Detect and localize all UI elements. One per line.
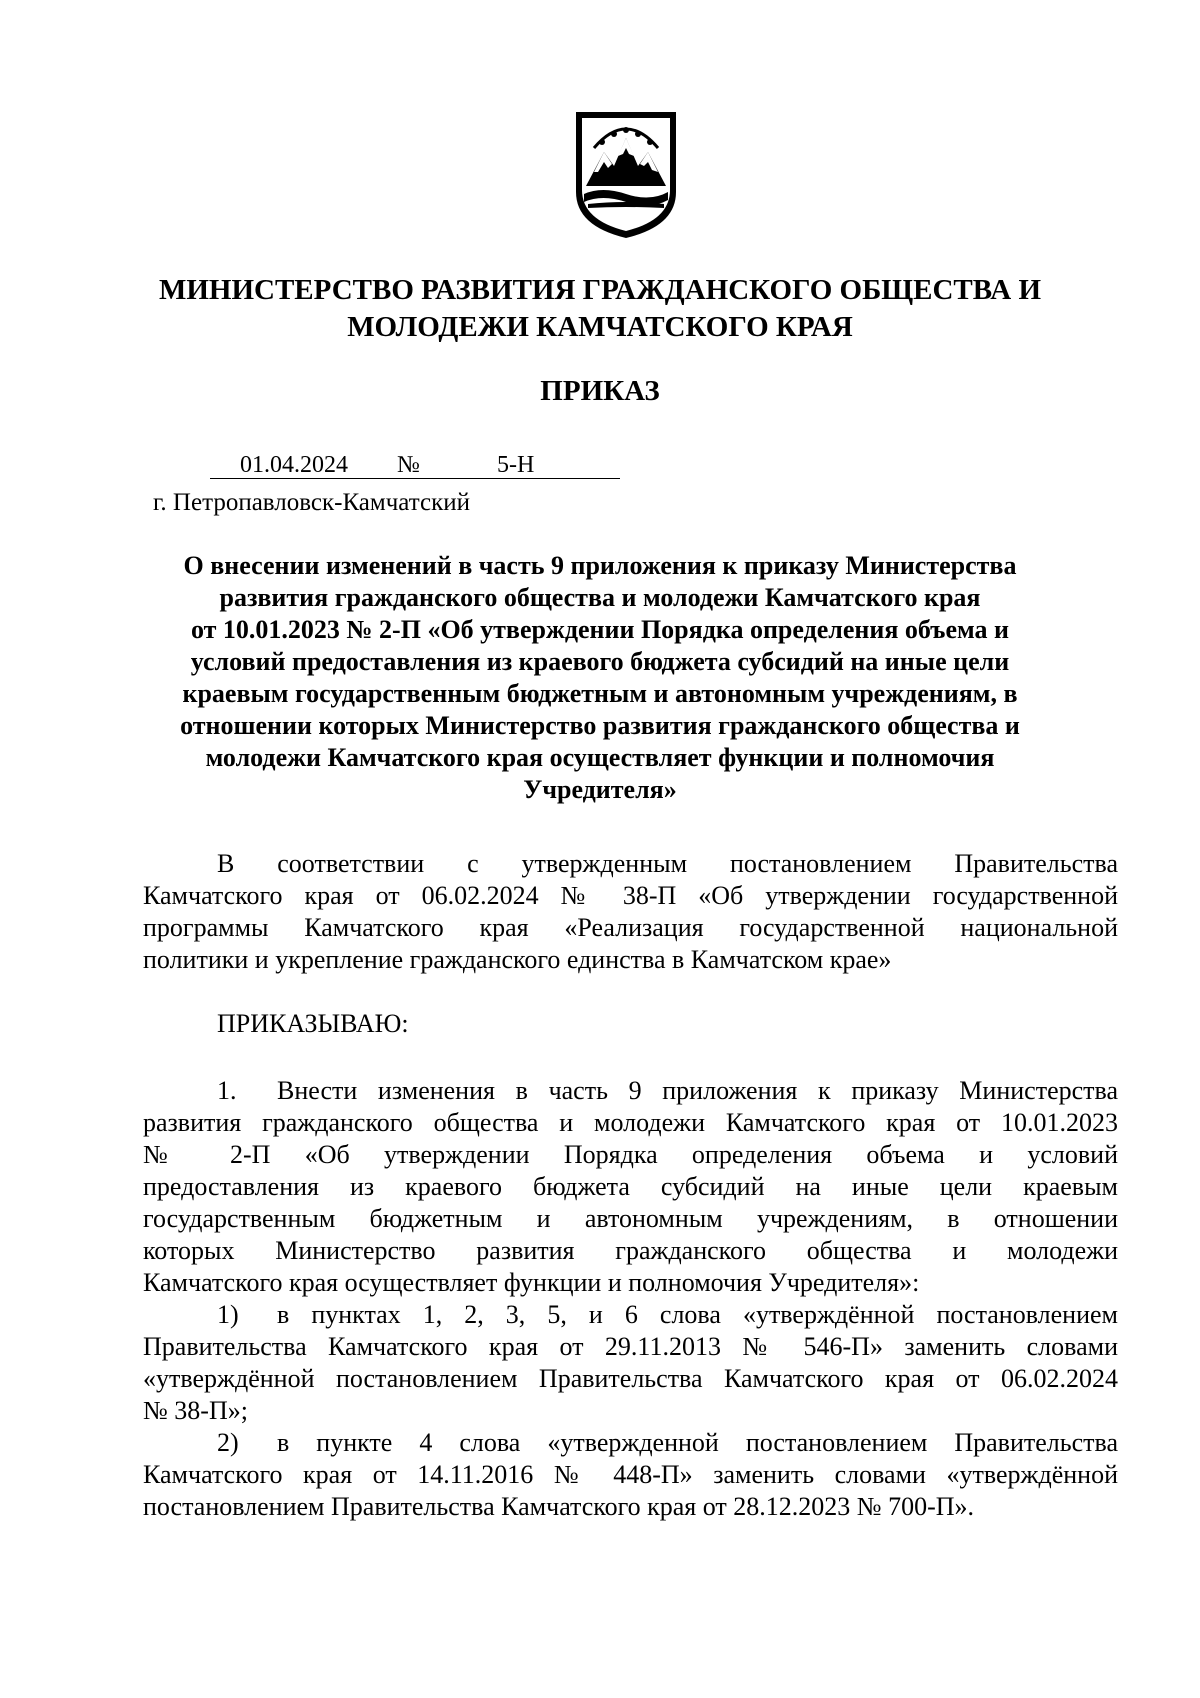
sub2-marker: 2) bbox=[217, 1428, 239, 1457]
preamble-line: В соответствии с утвержденным постановлением Правительства bbox=[217, 849, 1118, 878]
order-number: 5-Н bbox=[497, 452, 535, 478]
number-sign: № bbox=[397, 452, 420, 478]
subject-line: условий предоставления из краевого бюджета субсидий на иные цели bbox=[190, 647, 1010, 676]
sub1-marker: 1) bbox=[217, 1300, 239, 1329]
sub1-last-line: № 38-П»; bbox=[143, 1396, 248, 1425]
sub1-first-line bbox=[143, 1299, 1118, 1331]
ministry-name-line1: МИНИСТЕРСТВО РАЗВИТИЯ ГРАЖДАНСКОГО ОБЩЕСТВА И bbox=[158, 274, 1042, 306]
sub1-line: Правительства Камчатского края от 29.11.2013 № 546-П» заменить словами bbox=[143, 1332, 1118, 1361]
document-type-title: ПРИКАЗ bbox=[540, 375, 660, 407]
item1-line: развития гражданского общества и молодежи Камчатского края от 10.01.2023 bbox=[143, 1108, 1118, 1137]
order-items bbox=[143, 1075, 1118, 1523]
subject-line: О внесении изменений в часть 9 приложения к приказу Министерства bbox=[183, 551, 1017, 580]
subject-line: отношении которых Министерство развития гражданского общества и bbox=[180, 711, 1020, 740]
item1-first-line bbox=[143, 1075, 1118, 1107]
sub2-last-line: постановлением Правительства Камчатского края от 28.12.2023 № 700-П». bbox=[143, 1492, 974, 1521]
order-word: ПРИКАЗЫВАЮ: bbox=[217, 1009, 409, 1038]
preamble-paragraph bbox=[143, 848, 1118, 976]
subject-line: Учредителя» bbox=[523, 775, 677, 804]
subject-line: краевым государственным бюджетным и автономным учреждениям, в bbox=[182, 679, 1018, 708]
item1-line: предоставления из краевого бюджета субсидий на иные цели краевым bbox=[143, 1172, 1118, 1201]
order-subject bbox=[140, 550, 1060, 806]
item1-last-line: Камчатского края осуществляет функции и полномочия Учредителя»: bbox=[143, 1268, 920, 1297]
sub1-line: «утверждённой постановлением Правительства Камчатского края от 06.02.2024 bbox=[143, 1364, 1118, 1393]
preamble-line: Камчатского края от 06.02.2024 № 38-П «Об утверждении государственной bbox=[143, 881, 1118, 910]
city-name: г. Петропавловск-Камчатский bbox=[153, 489, 470, 516]
subject-line: молодежи Камчатского края осуществляет функции и полномочия bbox=[205, 743, 995, 772]
item1-line: государственным бюджетным и автономным учреждениям, в отношении bbox=[143, 1204, 1118, 1233]
sub2-first-text: в пункте 4 слова «утвержденной постановлением Правительства bbox=[277, 1428, 1118, 1457]
ministry-name-line2: МОЛОДЕЖИ КАМЧАТСКОГО КРАЯ bbox=[347, 311, 853, 343]
registration-line bbox=[210, 450, 620, 480]
sub2-first-line bbox=[143, 1427, 1118, 1459]
ministry-name bbox=[150, 272, 1050, 346]
preamble-line: программы Камчатского края «Реализация государственной национальной bbox=[143, 913, 1118, 942]
subject-line: развития гражданского общества и молодежи Камчатского края bbox=[219, 583, 981, 612]
item1-line: которых Министерство развития гражданского общества и молодежи bbox=[143, 1236, 1118, 1265]
sub2-line: Камчатского края от 14.11.2016 № 448-П» заменить словами «утверждённой bbox=[143, 1460, 1118, 1489]
subject-line: от 10.01.2023 № 2-П «Об утверждении Порядка определения объема и bbox=[191, 615, 1009, 644]
order-date: 01.04.2024 bbox=[240, 452, 348, 478]
kamchatka-coat-of-arms-icon bbox=[572, 108, 680, 240]
preamble-line: политики и укрепление гражданского единства в Камчатском крае» bbox=[143, 945, 892, 974]
item1-first-text: Внести изменения в часть 9 приложения к приказу Министерства bbox=[277, 1076, 1118, 1105]
item1-line: № 2-П «Об утверждении Порядка определения объема и условий bbox=[143, 1140, 1118, 1169]
item1-marker: 1. bbox=[217, 1076, 237, 1105]
sub1-first-text: в пунктах 1, 2, 3, 5, и 6 слова «утверждённой постановлением bbox=[277, 1300, 1118, 1329]
